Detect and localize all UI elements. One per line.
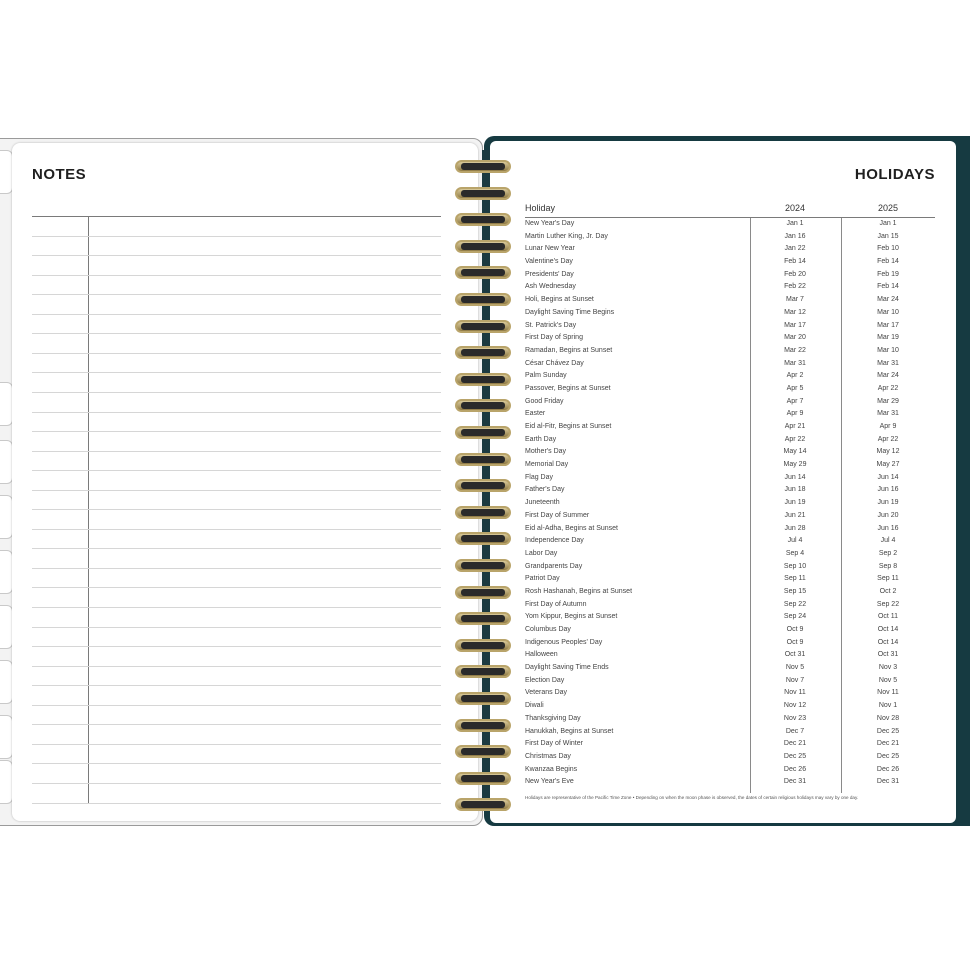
notes-rule-line bbox=[32, 470, 441, 471]
table-row bbox=[525, 459, 935, 472]
holiday-name: Lunar New Year bbox=[525, 245, 575, 253]
spiral-coil bbox=[455, 187, 513, 202]
holiday-date-year-2: Mar 17 bbox=[877, 321, 899, 329]
holiday-date-year-2: Sep 2 bbox=[878, 549, 898, 557]
holiday-name: Diwali bbox=[525, 702, 544, 710]
holiday-date-year-2: Apr 22 bbox=[877, 384, 899, 392]
table-row bbox=[525, 396, 935, 409]
table-row bbox=[525, 611, 935, 624]
notes-rule-line bbox=[32, 685, 441, 686]
holiday-date-year-2: Sep 11 bbox=[877, 575, 899, 583]
notes-rule-line bbox=[32, 763, 441, 764]
holiday-date-year-2: Nov 5 bbox=[878, 676, 898, 684]
holiday-date-year-2: Sep 8 bbox=[878, 562, 898, 570]
table-row bbox=[525, 345, 935, 358]
holiday-name: Indigenous Peoples' Day bbox=[525, 638, 603, 646]
holiday-date-year-2: Jun 19 bbox=[877, 499, 899, 507]
holiday-date-year-1: Jan 16 bbox=[784, 232, 806, 240]
holiday-name: New Year's Day bbox=[525, 220, 575, 227]
table-row bbox=[525, 472, 935, 485]
notes-rule-line bbox=[32, 490, 441, 491]
table-row bbox=[525, 561, 935, 574]
notes-rule-line bbox=[32, 568, 441, 569]
spiral-coil bbox=[455, 320, 513, 335]
table-row bbox=[525, 358, 935, 371]
holiday-date-year-1: Nov 11 bbox=[784, 689, 806, 697]
holiday-date-year-1: Dec 26 bbox=[783, 765, 807, 773]
notes-rule-line bbox=[32, 803, 441, 804]
holiday-date-year-2: Oct 11 bbox=[877, 613, 899, 621]
table-row bbox=[525, 675, 935, 688]
header-holiday: Holiday bbox=[525, 203, 556, 213]
notes-rule-line bbox=[32, 666, 441, 667]
holiday-date-year-2: May 12 bbox=[876, 448, 900, 456]
spiral-coil bbox=[455, 798, 513, 813]
holiday-date-year-2: Feb 10 bbox=[877, 245, 899, 253]
holiday-date-year-1: Mar 31 bbox=[784, 359, 806, 367]
holiday-name: Eid al-Adha, Begins at Sunset bbox=[525, 524, 619, 532]
table-row bbox=[525, 573, 935, 586]
holiday-date-year-2: Feb 14 bbox=[877, 283, 899, 291]
notes-rule-line bbox=[32, 783, 441, 784]
holiday-name: Juneteenth bbox=[525, 499, 560, 507]
table-row bbox=[525, 370, 935, 383]
holiday-name: Eid al-Fitr, Begins at Sunset bbox=[525, 423, 612, 430]
holiday-date-year-2: Jun 14 bbox=[877, 473, 899, 481]
holiday-date-year-2: Mar 29 bbox=[877, 397, 899, 405]
table-row bbox=[525, 713, 935, 726]
notes-rule-line bbox=[32, 353, 441, 354]
holiday-name: Ash Wednesday bbox=[525, 283, 576, 291]
holiday-name: First Day of Autumn bbox=[525, 600, 587, 608]
table-row bbox=[525, 408, 935, 421]
holiday-date-year-2: Dec 21 bbox=[876, 740, 900, 748]
spiral-coil bbox=[455, 160, 513, 175]
table-row bbox=[525, 320, 935, 333]
notes-rule-line bbox=[32, 275, 441, 276]
holiday-date-year-2: Mar 19 bbox=[877, 334, 899, 342]
holiday-date-year-1: Sep 11 bbox=[784, 575, 806, 583]
spiral-coil bbox=[455, 399, 513, 414]
holiday-name: First Day of Spring bbox=[525, 334, 583, 342]
table-row bbox=[525, 535, 935, 548]
notes-rule-line bbox=[32, 509, 441, 510]
holiday-date-year-1: Dec 21 bbox=[783, 740, 807, 748]
holiday-name: Christmas Day bbox=[525, 752, 571, 760]
spiral-coil bbox=[455, 453, 513, 468]
notes-rule-line bbox=[32, 646, 441, 647]
holiday-date-year-2: Mar 24 bbox=[877, 296, 899, 304]
holiday-name: Hanukkah, Begins at Sunset bbox=[525, 727, 614, 735]
header-year-2: 2025 bbox=[877, 203, 899, 213]
holiday-date-year-1: May 14 bbox=[783, 448, 807, 456]
holiday-name: New Year's Eve bbox=[525, 778, 574, 786]
holiday-date-year-1: Jul 4 bbox=[787, 537, 803, 545]
holiday-date-year-2: Dec 25 bbox=[876, 752, 900, 760]
notes-rule-line bbox=[32, 451, 441, 452]
holiday-name: Rosh Hashanah, Begins at Sunset bbox=[525, 587, 633, 595]
holiday-date-year-1: Oct 31 bbox=[784, 651, 806, 659]
holiday-date-year-2: Mar 31 bbox=[877, 359, 899, 367]
table-row bbox=[525, 764, 935, 777]
holiday-date-year-1: Feb 14 bbox=[784, 258, 806, 266]
spiral-coil bbox=[455, 373, 513, 388]
holiday-date-year-2: Mar 10 bbox=[877, 346, 899, 354]
spiral-coil bbox=[455, 612, 513, 627]
holiday-date-year-1: Jun 19 bbox=[784, 499, 806, 507]
holiday-date-year-1: Mar 12 bbox=[784, 308, 806, 316]
holiday-name: Mother's Day bbox=[525, 448, 567, 456]
table-row bbox=[525, 662, 935, 675]
spiral-coil bbox=[455, 639, 513, 654]
notes-rule-line bbox=[32, 333, 441, 334]
notes-rule-line bbox=[32, 587, 441, 588]
holiday-name: Valentine's Day bbox=[525, 258, 573, 266]
holiday-date-year-1: Jan 1 bbox=[786, 220, 804, 227]
holiday-date-year-1: Apr 21 bbox=[784, 423, 806, 430]
holiday-name: Martin Luther King, Jr. Day bbox=[525, 232, 608, 240]
notes-rule-line bbox=[32, 548, 441, 549]
holiday-date-year-2: Nov 1 bbox=[878, 702, 898, 710]
table-row bbox=[525, 776, 935, 789]
holiday-date-year-2: Oct 2 bbox=[879, 587, 897, 595]
holiday-date-year-1: Dec 31 bbox=[783, 778, 807, 786]
holiday-date-year-1: Apr 5 bbox=[786, 384, 804, 392]
spiral-coil bbox=[455, 532, 513, 547]
holiday-name: Daylight Saving Time Begins bbox=[525, 308, 615, 316]
holiday-date-year-2: Jun 20 bbox=[877, 511, 899, 519]
notes-rule-line bbox=[32, 392, 441, 393]
holiday-name: Easter bbox=[525, 410, 546, 418]
holiday-date-year-1: Feb 22 bbox=[784, 283, 806, 291]
holiday-date-year-2: Feb 14 bbox=[877, 258, 899, 266]
holiday-date-year-2: Sep 22 bbox=[876, 600, 900, 608]
holiday-date-year-1: Mar 22 bbox=[784, 346, 806, 354]
holiday-name: Labor Day bbox=[525, 549, 558, 557]
holiday-date-year-2: Nov 3 bbox=[878, 664, 898, 672]
holiday-date-year-2: Jun 16 bbox=[877, 524, 899, 532]
holiday-date-year-2: Apr 9 bbox=[879, 423, 897, 430]
table-row bbox=[525, 751, 935, 764]
spiral-coil bbox=[455, 719, 513, 734]
table-row bbox=[525, 687, 935, 700]
spiral-coil bbox=[455, 213, 513, 228]
holiday-date-year-1: Oct 9 bbox=[786, 626, 804, 633]
table-row bbox=[525, 231, 935, 244]
holiday-date-year-2: Oct 14 bbox=[877, 638, 899, 646]
holiday-name: Columbus Day bbox=[525, 626, 571, 633]
notes-rule-line bbox=[32, 236, 441, 237]
holiday-date-year-1: Jan 22 bbox=[784, 245, 806, 253]
notes-rule-line bbox=[32, 216, 441, 217]
holiday-date-year-1: Mar 20 bbox=[784, 334, 806, 342]
notes-rule-line bbox=[32, 431, 441, 432]
notes-rule-line bbox=[32, 607, 441, 608]
holiday-name: Good Friday bbox=[525, 397, 564, 405]
table-row bbox=[525, 484, 935, 497]
spiral-coil bbox=[455, 240, 513, 255]
notes-rule-line bbox=[32, 705, 441, 706]
holiday-date-year-1: Dec 7 bbox=[785, 727, 805, 735]
holiday-date-year-2: Jul 4 bbox=[880, 537, 896, 545]
holiday-date-year-2: Nov 11 bbox=[877, 689, 899, 697]
holiday-date-year-1: Jun 28 bbox=[784, 524, 806, 532]
holiday-name: Memorial Day bbox=[525, 461, 569, 469]
holiday-name: Ramadan, Begins at Sunset bbox=[525, 346, 613, 354]
table-row bbox=[525, 269, 935, 282]
holiday-name: Election Day bbox=[525, 676, 565, 684]
holiday-date-year-1: Feb 20 bbox=[784, 270, 806, 278]
holiday-date-year-2: Jan 1 bbox=[879, 220, 897, 227]
notes-rule-line bbox=[32, 744, 441, 745]
notes-rule-line bbox=[32, 627, 441, 628]
table-row bbox=[525, 421, 935, 434]
spiral-coil bbox=[455, 692, 513, 707]
holiday-name: Passover, Begins at Sunset bbox=[525, 384, 611, 392]
table-row bbox=[525, 548, 935, 561]
holiday-name: St. Patrick's Day bbox=[525, 321, 577, 329]
holiday-name: Holi, Begins at Sunset bbox=[525, 296, 594, 304]
holiday-date-year-1: Jun 21 bbox=[784, 511, 806, 519]
holiday-date-year-2: Nov 28 bbox=[876, 714, 900, 722]
holiday-date-year-1: Sep 15 bbox=[783, 587, 807, 595]
holiday-date-year-1: Dec 25 bbox=[783, 752, 807, 760]
spiral-coil bbox=[455, 559, 513, 574]
holiday-name: Earth Day bbox=[525, 435, 557, 443]
holiday-date-year-1: May 29 bbox=[783, 461, 807, 469]
holidays-table bbox=[525, 203, 935, 789]
table-row bbox=[525, 586, 935, 599]
holiday-name: Yom Kippur, Begins at Sunset bbox=[525, 613, 618, 621]
holiday-name: Veterans Day bbox=[525, 689, 568, 697]
holiday-name: Grandparents Day bbox=[525, 562, 583, 570]
notes-rule-line bbox=[32, 255, 441, 256]
holiday-date-year-1: Oct 9 bbox=[786, 638, 804, 646]
holiday-date-year-1: Apr 9 bbox=[786, 410, 804, 418]
spiral-coil bbox=[455, 266, 513, 281]
table-row bbox=[525, 497, 935, 510]
holiday-date-year-2: May 27 bbox=[876, 461, 900, 469]
holiday-date-year-2: Oct 14 bbox=[877, 626, 899, 633]
holiday-date-year-1: Sep 24 bbox=[783, 613, 807, 621]
notes-lines bbox=[32, 216, 441, 803]
table-row bbox=[525, 218, 935, 231]
holiday-date-year-1: Nov 7 bbox=[785, 676, 805, 684]
holiday-date-year-1: Sep 22 bbox=[783, 600, 807, 608]
holiday-date-year-2: Apr 22 bbox=[877, 435, 899, 443]
holiday-date-year-1: Apr 22 bbox=[784, 435, 806, 443]
table-row bbox=[525, 434, 935, 447]
table-row bbox=[525, 383, 935, 396]
table-row bbox=[525, 307, 935, 320]
holiday-date-year-2: Mar 31 bbox=[877, 410, 899, 418]
holiday-date-year-1: Nov 12 bbox=[783, 702, 807, 710]
holiday-date-year-2: Dec 26 bbox=[876, 765, 900, 773]
table-row bbox=[525, 649, 935, 662]
spiral-coil bbox=[455, 346, 513, 361]
table-row bbox=[525, 523, 935, 536]
spiral-coil bbox=[455, 293, 513, 308]
holidays-title: HOLIDAYS bbox=[854, 166, 935, 183]
table-row bbox=[525, 510, 935, 523]
holiday-date-year-2: Oct 31 bbox=[877, 651, 899, 659]
holidays-table-body bbox=[525, 218, 935, 789]
holiday-date-year-2: Mar 10 bbox=[877, 308, 899, 316]
holidays-footnote: Holidays are representative of the Pacific Time Zone • Depending on when the moon phase is observed, the dates of certain religious holidays may vary by one day. bbox=[525, 795, 859, 800]
table-row bbox=[525, 243, 935, 256]
holiday-date-year-1: Mar 17 bbox=[784, 321, 806, 329]
holiday-date-year-2: Dec 25 bbox=[876, 727, 900, 735]
holiday-name: César Chávez Day bbox=[525, 359, 584, 367]
notes-rule-line bbox=[32, 724, 441, 725]
table-row bbox=[525, 624, 935, 637]
holiday-name: Halloween bbox=[525, 651, 558, 659]
header-year-1: 2024 bbox=[784, 203, 806, 213]
holiday-date-year-2: Jun 16 bbox=[877, 486, 899, 494]
holiday-date-year-2: Dec 31 bbox=[876, 778, 900, 786]
holiday-date-year-1: Jun 18 bbox=[784, 486, 806, 494]
holiday-name: Palm Sunday bbox=[525, 372, 567, 380]
holiday-date-year-1: Nov 5 bbox=[785, 664, 805, 672]
notes-rule-line bbox=[32, 412, 441, 413]
holiday-name: Patriot Day bbox=[525, 575, 560, 583]
holiday-date-year-1: Sep 4 bbox=[785, 549, 805, 557]
holiday-date-year-1: Sep 10 bbox=[783, 562, 807, 570]
table-row bbox=[525, 294, 935, 307]
holiday-date-year-1: Apr 7 bbox=[786, 397, 804, 405]
table-row bbox=[525, 332, 935, 345]
holiday-name: Flag Day bbox=[525, 473, 554, 481]
spiral-coil bbox=[455, 772, 513, 787]
holiday-name: First Day of Summer bbox=[525, 511, 590, 519]
holiday-name: First Day of Winter bbox=[525, 740, 583, 748]
notes-rule-line bbox=[32, 314, 441, 315]
table-row bbox=[525, 700, 935, 713]
table-row bbox=[525, 256, 935, 269]
notes-rule-line bbox=[32, 529, 441, 530]
holiday-name: Daylight Saving Time Ends bbox=[525, 664, 609, 672]
holiday-date-year-2: Jan 15 bbox=[877, 232, 899, 240]
table-row bbox=[525, 637, 935, 650]
holiday-date-year-1: Mar 7 bbox=[786, 296, 804, 304]
notes-rule-line bbox=[32, 372, 441, 373]
spiral-coil bbox=[455, 665, 513, 680]
holiday-date-year-1: Nov 23 bbox=[783, 714, 807, 722]
table-row bbox=[525, 281, 935, 294]
holiday-name: Thanksgiving Day bbox=[525, 714, 581, 722]
table-row bbox=[525, 726, 935, 739]
table-row bbox=[525, 446, 935, 459]
holidays-table-header bbox=[525, 203, 935, 218]
spiral-coil bbox=[455, 426, 513, 441]
notes-rule-line bbox=[32, 294, 441, 295]
holiday-name: Independence Day bbox=[525, 537, 584, 545]
holiday-name: Kwanzaa Begins bbox=[525, 765, 578, 773]
holiday-date-year-1: Apr 2 bbox=[786, 372, 804, 380]
notes-title: NOTES bbox=[32, 166, 87, 183]
spiral-coil bbox=[455, 745, 513, 760]
spiral-coil bbox=[455, 506, 513, 521]
holiday-date-year-2: Mar 24 bbox=[877, 372, 899, 380]
spiral-coil bbox=[455, 479, 513, 494]
holiday-date-year-1: Jun 14 bbox=[784, 473, 806, 481]
holiday-name: Father's Day bbox=[525, 486, 565, 494]
spiral-coil bbox=[455, 586, 513, 601]
table-row bbox=[525, 599, 935, 612]
holiday-name: Presidents' Day bbox=[525, 270, 574, 278]
table-row bbox=[525, 738, 935, 751]
holiday-date-year-2: Feb 19 bbox=[877, 270, 899, 278]
